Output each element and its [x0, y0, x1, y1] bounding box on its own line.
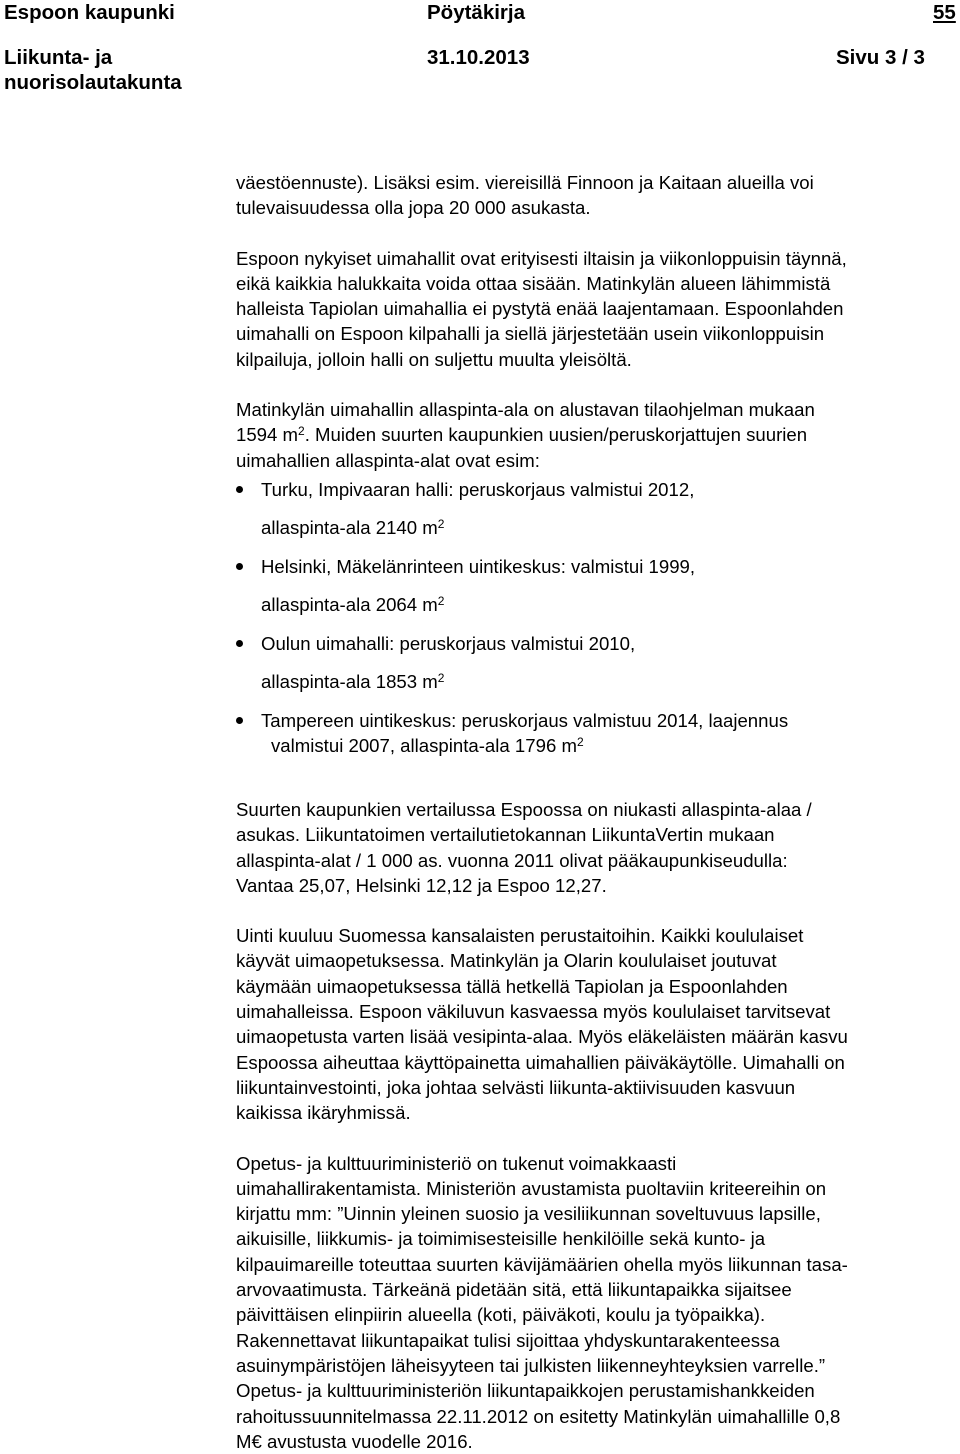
paragraph-1 [236, 170, 960, 221]
list-item: Helsinki, Mäkelänrinteen uintikeskus: valmistui 1999, allaspinta-ala 2064 $m^2$ [236, 554, 960, 631]
text-line: asuinympäristöjen läheisyyteen tai julkisten liikenneyhteyksien varrelle.” [236, 1354, 826, 1376]
text-line: kirjattu mm: ”Uinnin yleinen suosio ja vesiliikunnan soveltuvuus lapsille, [236, 1203, 821, 1225]
text-line: allaspinta-alat / 1 000 as. vuonna 2011 olivat pääkaupunkiseudulla: [236, 849, 788, 871]
bullet-icon [236, 717, 243, 724]
text-line: uimahallirakentamista. Ministeriön avustamista puoltaviin kriteereihin on [236, 1177, 827, 1199]
text-line: rahoitussuunnitelmassa 22.11.2012 on esitetty Matinkylän uimahallille 0,8 [236, 1405, 841, 1427]
bullet-icon [236, 486, 243, 493]
text-line: asukas. Liikuntatoimen vertailutietokannan LiikuntaVertin mukaan [236, 824, 775, 846]
text-line: käymään uimaopetuksessa tällä hetkellä Tapiolan ja Espoonlahden [236, 975, 788, 997]
paragraph-3 [236, 397, 960, 473]
doc-type: Pöytäkirja [427, 1, 525, 24]
text-line: käyvät uimaopetuksessa. Matinkylän ja Olarin koululaiset joutuvat [236, 950, 777, 972]
paragraph-2 [236, 246, 960, 372]
text-line: Uinti kuuluu Suomessa kansalaisten perustaitoihin. Kaikki koululaiset [236, 925, 804, 947]
bullet-icon [236, 563, 243, 570]
text-line: kaikissa ikäryhmissä. [236, 1102, 411, 1124]
paragraph-6 [236, 1151, 960, 1454]
text-line: kilpailuja, jolloin halli on suljettu muulta yleisöltä. [236, 348, 632, 370]
text-line: Opetus- ja kulttuuriministeriö on tukenut voimakkaasti [236, 1152, 677, 1174]
text-line: uimahallien allaspinta-alat ovat esim: [236, 449, 540, 471]
text-line: Opetus- ja kulttuuriministeriön liikuntapaikkojen perustamishankkeiden [236, 1380, 815, 1402]
text-line: halleista Tapiolan uimahallia ei pystytä enää laajentamaan. Espoonlahden [236, 298, 844, 320]
section-number: 55 [933, 1, 956, 24]
list-item: Oulun uimahalli: peruskorjaus valmistui 2010, allaspinta-ala 1853 $m^2$ [236, 631, 960, 708]
org-name: Espoon kaupunki [4, 1, 175, 24]
text-line: aikuisille, liikkumis- ja toimimisesteisille henkilöille sekä kunto- ja [236, 1228, 766, 1250]
text-line: Espoossa aiheuttaa käyttöpainetta uimahallien päiväkäytölle. Uimahalli on [236, 1051, 845, 1073]
text-line: päivittäisen elinpiirin alueella (koti, päiväkoti, koulu ja työpaikka). [236, 1304, 766, 1326]
committee-name-line1: Liikunta- ja [4, 46, 113, 69]
text-line: uimahalli on Espoon kilpahalli ja siellä järjestetään usein viikonloppuisin [236, 323, 825, 345]
text-line: arvovaatimusta. Tärkeänä pidetään sitä, että liikuntapaikka sijaitsee [236, 1279, 792, 1301]
text-line: Matinkylän uimahallin allaspinta-ala on alustavan tilaohjelman mukaan [236, 399, 815, 421]
text-line: M€ avustusta vuodelle 2016. [236, 1430, 473, 1452]
committee-name-line2: nuorisolautakunta [4, 71, 182, 94]
text-line: Vantaa 25,07, Helsinki 12,12 ja Espoo 12,27. [236, 874, 607, 896]
text-line: eikä kaikkia halukkaita voida ottaa sisään. Matinkylän alueen lähimmistä [236, 272, 831, 294]
bullet-icon [236, 640, 243, 647]
text-line: 1594 $m^2$. Muiden suurten kaupunkien uusien/peruskorjattujen suurien [236, 424, 808, 446]
document-body [236, 170, 960, 1454]
text-line: Rakennettavat liikuntapaikat tulisi sijoittaa yhdyskuntarakenteessa [236, 1329, 780, 1351]
list-item: Turku, Impivaaran halli: peruskorjaus valmistui 2012, allaspinta-ala 2140 $m^2$ [236, 477, 960, 554]
text-line: tulevaisuudessa olla jopa 20 000 asukasta. [236, 197, 591, 219]
list-item: Tampereen uintikeskus: peruskorjaus valmistuu 2014, laajennus valmistui 2007, allaspinta-ala 1796 $m^2$ [236, 708, 960, 768]
text-line: Espoon nykyiset uimahallit ovat erityisesti iltaisin ja viikonloppuisin täynnä, [236, 247, 847, 269]
meeting-date: 31.10.2013 [427, 46, 530, 69]
text-line: liikuntainvestointi, joka johtaa selvästi liikunta-aktiivisuuden kasvuun [236, 1076, 796, 1098]
paragraph-4 [236, 797, 960, 898]
text-line: uimahalleissa. Espoon väkiluvun kasvaessa myös koululaiset tarvitsevat [236, 1001, 831, 1023]
text-line: kilpauimareille toteuttaa suurten kävijämäärien ohella myös liikunnan tasa- [236, 1253, 848, 1275]
text-line: uimaopetusta varten lisää vesipinta-alaa. Myös eläkeläisten määrän kasvu [236, 1026, 848, 1048]
page-number: Sivu 3 / 3 [836, 46, 925, 69]
pool-comparison-list [236, 477, 960, 768]
text-line: Suurten kaupunkien vertailussa Espoossa on niukasti allaspinta-alaa / [236, 798, 812, 820]
paragraph-5 [236, 923, 960, 1125]
text-line: väestöennuste). Lisäksi esim. viereisillä Finnoon ja Kaitaan alueilla voi [236, 172, 814, 193]
